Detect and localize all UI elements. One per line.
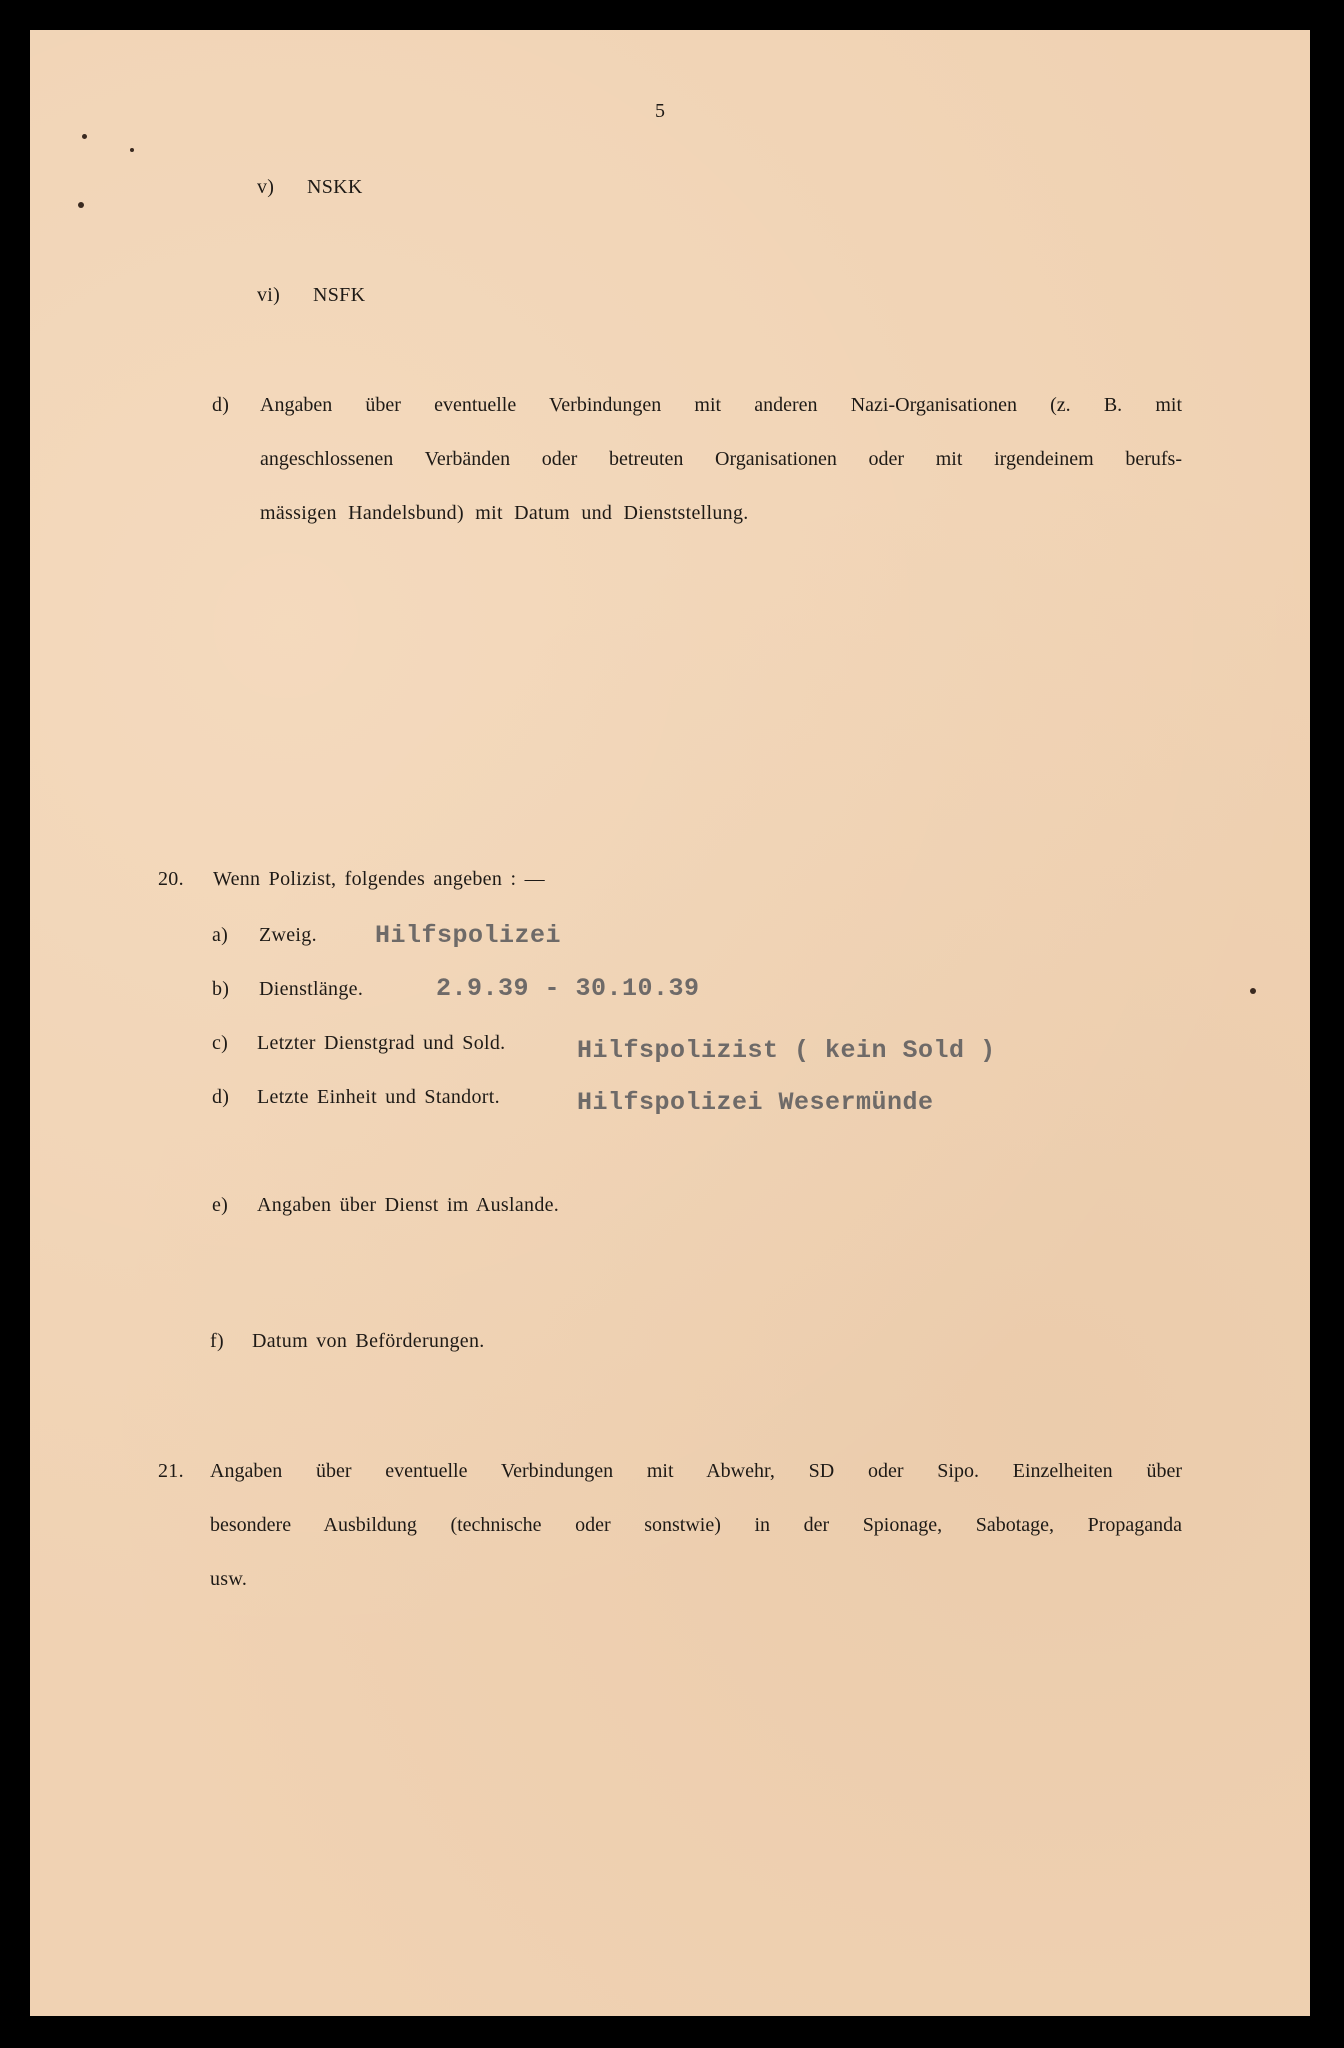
item-20f-text: Datum von Beförderungen. (252, 1330, 485, 1352)
paper-speck (130, 148, 134, 152)
item-20d-label: d) (212, 1086, 230, 1108)
document-page (30, 30, 1310, 2016)
item-20b-label: b) (212, 978, 230, 1000)
item-20b-answer: 2.9.39 - 30.10.39 (436, 974, 700, 1003)
item-20a-label: a) (212, 924, 229, 946)
item-20a-text: Zweig. (259, 924, 317, 946)
item-vi-text: NSFK (313, 284, 366, 306)
item-20-heading: Wenn Polizist, folgendes angeben : — (213, 868, 545, 890)
paper-speck (78, 202, 84, 208)
item-20e-label: e) (212, 1194, 229, 1216)
item-20c-text: Letzter Dienstgrad und Sold. (257, 1032, 506, 1054)
item-21-line-3: usw. (210, 1568, 248, 1590)
item-20a-answer: Hilfspolizei (375, 921, 562, 950)
item-20c-answer: Hilfspolizist ( kein Sold ) (577, 1036, 996, 1065)
item-21-line-2: besondere Ausbildung (technische oder sonstwie) in der Spionage, Sabotage, Propaganda (210, 1514, 1182, 1536)
item-v-text: NSKK (307, 176, 363, 198)
item-20-number: 20. (158, 868, 184, 890)
item-v-label: v) (257, 176, 275, 198)
item-21-number: 21. (158, 1460, 184, 1482)
item-20b-text: Dienstlänge. (259, 978, 364, 1000)
item-20f-label: f) (210, 1330, 224, 1352)
item-21-line-1: Angaben über eventuelle Verbindungen mit Abwehr, SD oder Sipo. Einzelheiten über (210, 1460, 1182, 1482)
item-d-label: d) (212, 394, 230, 416)
paper-speck (1250, 988, 1256, 994)
item-vi-label: vi) (257, 284, 281, 306)
item-d-line-3: mässigen Handelsbund) mit Datum und Dienststellung. (260, 502, 749, 524)
paper-speck (82, 134, 87, 139)
item-20d-answer: Hilfspolizei Wesermünde (577, 1088, 934, 1117)
item-d-line-1: Angaben über eventuelle Verbindungen mit anderen Nazi-Organisationen (z. B. mit (260, 394, 1182, 416)
page-number: 5 (655, 100, 666, 122)
item-20d-text: Letzte Einheit und Standort. (257, 1086, 500, 1108)
item-20e-text: Angaben über Dienst im Auslande. (257, 1194, 560, 1216)
item-d-line-2: angeschlossenen Verbänden oder betreuten Organisationen oder mit irgendeinem berufs- (260, 448, 1182, 470)
item-20c-label: c) (212, 1032, 229, 1054)
